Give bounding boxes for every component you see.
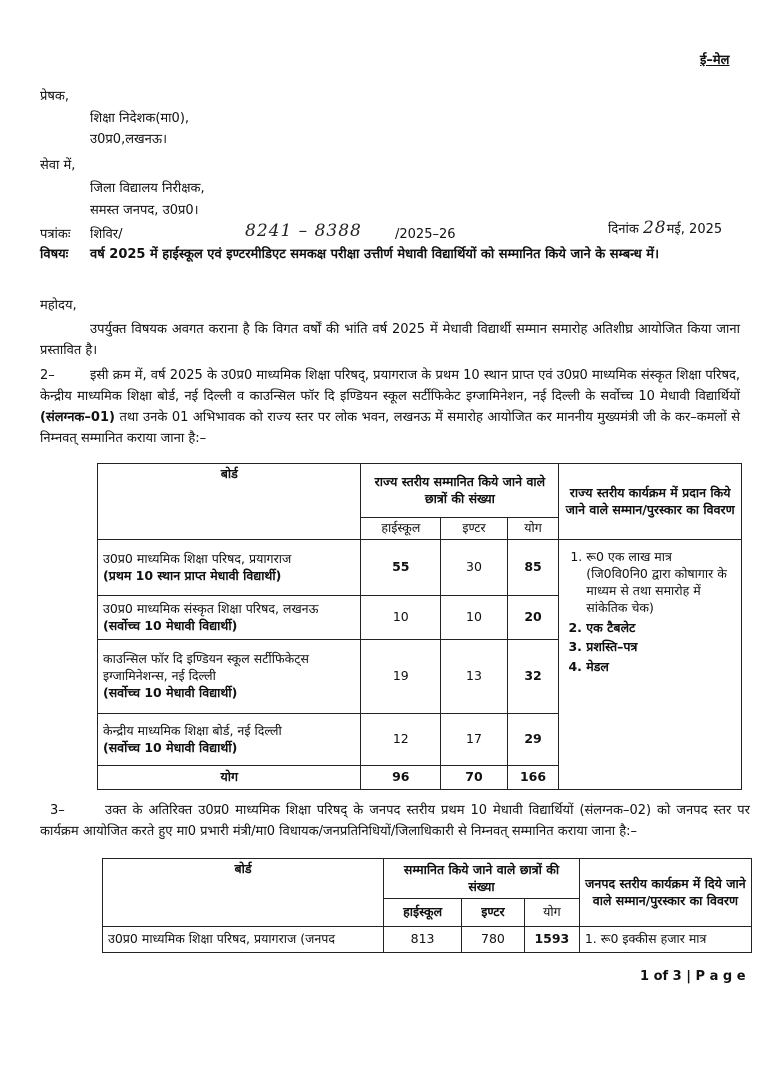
board-note: (सर्वोच्च 10 मेधावी विद्यार्थी)	[103, 739, 238, 755]
recipient-label: सेवा में,	[40, 158, 76, 173]
ref-label: पत्रांकः	[40, 227, 71, 242]
t1-header-inter: इण्टर	[441, 518, 508, 540]
sum-total: 166	[507, 766, 558, 790]
subject-text: वर्ष 2025 में हाईस्कूल एवं इण्टरमीडिएट समकक्ष परीक्षा उत्तीर्ण मेधावी विद्यार्थियों को सम्मानित किये जाने के सम्बन्ध में।	[90, 247, 660, 262]
sender-label: प्रेषक,	[40, 89, 70, 104]
t2-header-board: बोर्ड	[103, 859, 384, 927]
district-award-table	[102, 858, 752, 953]
para3-text: उक्त के अतिरिक्त उ0प्र0 माध्यमिक शिक्षा परिषद् के जनपद स्तरीय प्रथम 10 मेधावी विद्यार्थियों (संलग्नक–02) को जनपद स्तर पर कार्यक्रम आयोजित करते हुए मा0 प्रभारी मंत्री/मा0 विधायक/जनप्रतिनिधियों/जिलाधिकारी से निम्नवत् सम्मानित कराया जाना है:–	[40, 803, 750, 839]
t2-header-inter: इण्टर	[462, 899, 525, 927]
ref-number: 8241 – 8388	[245, 221, 362, 241]
table-row	[98, 540, 742, 596]
recipient-line1: जिला विद्यालय निरीक्षक,	[90, 181, 205, 196]
para2-text: इसी क्रम में, वर्ष 2025 के उ0प्र0 माध्यमिक शिक्षा परिषद्, प्रयागराज के प्रथम 10 स्थान प्राप्त एवं उ0प्र0 माध्यमिक संस्कृत शिक्षा परिषद, केन्द्रीय माध्यमिक शिक्षा बोर्ड, नई दिल्ली व काउन्सिल फॉर दि इण्डियन स्कूल सर्टीफिकेट इग्जामिनेशन, नई दिल्ली के सर्वोच्च 10 मेधावी विद्यार्थियों	[40, 368, 740, 404]
ref-prefix: शिविर/	[90, 227, 123, 242]
total-count: 85	[507, 540, 558, 596]
hs-count: 12	[361, 714, 441, 766]
board-note: (सर्वोच्च 10 मेधावी विद्यार्थी)	[103, 684, 238, 700]
para2-num: 2–	[40, 368, 55, 383]
state-award-table	[97, 463, 742, 790]
t2-header-hs: हाईस्कूल	[384, 899, 462, 927]
page-number: 1 of 3 | P a g e	[640, 969, 746, 984]
subject-label: विषयः	[40, 247, 69, 262]
board-cell	[98, 640, 361, 714]
hs-count: 813	[384, 927, 462, 953]
sum-hs: 96	[361, 766, 441, 790]
t1-header-award: राज्य स्तरीय कार्यक्रम में प्रदान किये जाने वाले सम्मान/पुरस्कार का विवरण	[559, 464, 742, 540]
total-count: 32	[507, 640, 558, 714]
award-item: 4. मेडल	[586, 659, 736, 676]
t1-header-board: बोर्ड	[98, 464, 361, 540]
award-item: 1. रू0 इक्कीस हजार मात्र	[579, 927, 751, 953]
sender-line1: शिक्षा निदेशक(मा0),	[90, 111, 190, 126]
email-label: ई–मेल	[700, 53, 730, 68]
inter-count: 10	[441, 596, 508, 640]
inter-count: 13	[441, 640, 508, 714]
board-name: काउन्सिल फॉर दि इण्डियन स्कूल सर्टीफिकेट्स इग्जामिनेशन्स, नई दिल्ली	[103, 651, 309, 684]
hs-count: 10	[361, 596, 441, 640]
sum-label: योग	[98, 766, 361, 790]
ref-suffix: /2025–26	[395, 227, 456, 242]
t1-header-total: योग	[507, 518, 558, 540]
paragraph-2	[40, 365, 740, 449]
salutation: महोदय,	[40, 298, 77, 313]
board-cell	[98, 714, 361, 766]
total-count: 1593	[524, 927, 579, 953]
inter-count: 30	[441, 540, 508, 596]
para2-attachment: (संलग्नक–01)	[40, 410, 115, 425]
award-item: 3. प्रशस्ति–पत्र	[586, 639, 736, 656]
t2-header-award: जनपद स्तरीय कार्यक्रम में दिये जाने वाले सम्मान/पुरस्कार का विवरण	[579, 859, 751, 927]
inter-count: 780	[462, 927, 525, 953]
board-note: (प्रथम 10 स्थान प्राप्त मेधावी विद्यार्थी)	[103, 567, 282, 583]
inter-count: 17	[441, 714, 508, 766]
board-cell	[98, 596, 361, 640]
board-cell	[98, 540, 361, 596]
t2-header-total: योग	[524, 899, 579, 927]
award-item: 1. रू0 एक लाख मात्र (जि0वि0नि0 द्वारा कोषागार के माध्यम से तथा समारोह में सांकेतिक चेक)	[586, 549, 736, 617]
date-day: 28	[642, 218, 667, 238]
t2-header-count: सम्मानित किये जाने वाले छात्रों की संख्या	[384, 859, 580, 899]
recipient-line2: समस्त जनपद, उ0प्र0।	[90, 203, 199, 218]
sender-line2: उ0प्र0,लखनऊ।	[90, 132, 167, 147]
board-name: उ0प्र0 माध्यमिक शिक्षा परिषद, प्रयागराज (जनपद	[103, 927, 384, 953]
date-rest: मई, 2025	[666, 222, 723, 237]
sum-inter: 70	[441, 766, 508, 790]
total-count: 20	[507, 596, 558, 640]
board-name: उ0प्र0 माध्यमिक शिक्षा परिषद, प्रयागराज	[103, 550, 292, 566]
paragraph-3	[40, 800, 750, 842]
award-list-cell	[559, 540, 742, 790]
board-note: (सर्वोच्च 10 मेधावी विद्यार्थी)	[103, 617, 238, 633]
ref-date	[608, 217, 722, 240]
t1-header-count: राज्य स्तरीय सम्मानित किये जाने वाले छात्रों की संख्या	[361, 464, 559, 518]
t1-header-hs: हाईस्कूल	[361, 518, 441, 540]
board-name: उ0प्र0 माध्यमिक संस्कृत शिक्षा परिषद, लखनऊ	[103, 600, 319, 616]
hs-count: 55	[361, 540, 441, 596]
paragraph-1: उपर्युक्त विषयक अवगत कराना है कि विगत वर्षों की भांति वर्ष 2025 में मेधावी विद्यार्थी सम्मान समारोह अतिशीघ्र आयोजित किया जाना प्रस्तावित है।	[40, 322, 740, 358]
date-label: दिनांक	[608, 222, 639, 237]
para2-text2: तथा उनके 01 अभिभावक को राज्य स्तर पर लोक भवन, लखनऊ में समारोह आयोजित कर माननीय मुख्यमंत्री जी के कर–कमलों से निम्नवत् सम्मानित कराया जाना है:–	[40, 410, 740, 446]
para3-num: 3–	[50, 803, 65, 818]
table-row	[103, 927, 752, 953]
hs-count: 19	[361, 640, 441, 714]
total-count: 29	[507, 714, 558, 766]
board-name: केन्द्रीय माध्यमिक शिक्षा बोर्ड, नई दिल्ली	[103, 722, 282, 738]
award-item: 2. एक टैबलेट	[586, 620, 736, 637]
